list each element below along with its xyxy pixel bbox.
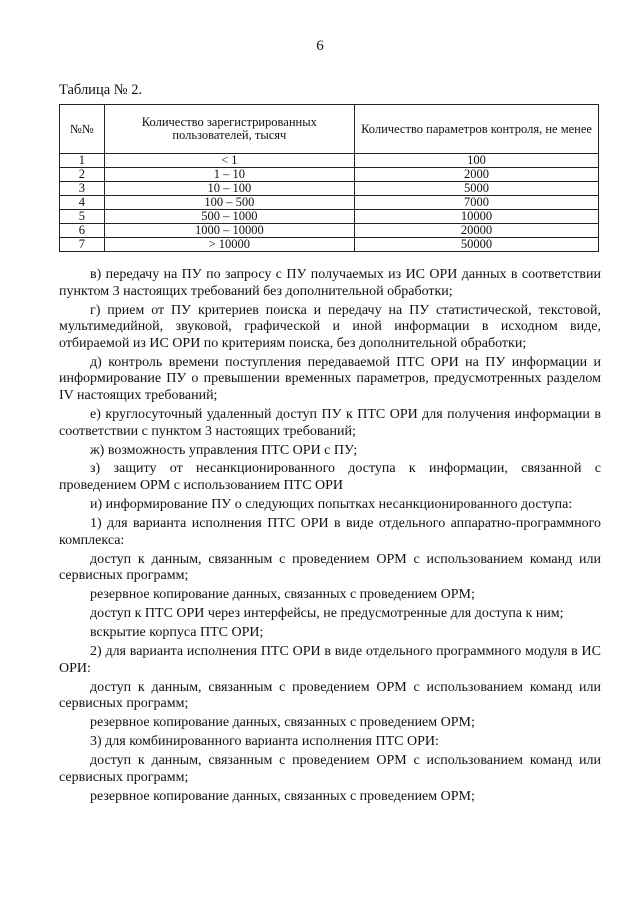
list-item: резервное копирование данных, связанных с проведением ОРМ; xyxy=(90,788,475,804)
paragraph-g: г) прием от ПУ критериев поиска и передачу на ПУ статистической, текстовой, мультимедийной, звуковой, графической и иной информации в исходном виде, отбираемой из ИС ОРИ по критериям поиска, без дополнительной обработки; xyxy=(59,302,601,351)
row-number: 1 xyxy=(60,154,105,168)
row-number: 3 xyxy=(60,182,105,196)
parameters-count: 100 xyxy=(355,154,599,168)
users-count: 1000 – 10000 xyxy=(104,224,354,238)
page-number: 6 xyxy=(316,38,324,54)
list-item: доступ к ПТС ОРИ через интерфейсы, не предусмотренные для доступа к ним; xyxy=(90,606,564,622)
table-row xyxy=(60,224,599,238)
parameters-count: 10000 xyxy=(355,210,599,224)
parameters-count: 5000 xyxy=(355,182,599,196)
parameters-count: 50000 xyxy=(355,238,599,252)
paragraph-d: д) контроль времени поступления передаваемой ПТС ОРИ на ПУ информации и информирование ПУ о превышении временных параметров, предусмотренных разделом IV настоящих требований; xyxy=(59,354,601,403)
table-header-row xyxy=(60,105,599,154)
header-users: Количество зарегистрированных пользователей, тысяч xyxy=(104,105,354,154)
users-count: 10 – 100 xyxy=(104,182,354,196)
users-count: 100 – 500 xyxy=(104,196,354,210)
paragraph-zh: ж) возможность управления ПТС ОРИ с ПУ; xyxy=(90,442,358,458)
paragraph-z: з) защиту от несанкционированного доступа к информации, связанной с проведением ОРМ с использованием ПТС ОРИ xyxy=(59,461,601,494)
list-item: резервное копирование данных, связанных с проведением ОРМ; xyxy=(90,587,475,603)
table-row xyxy=(60,210,599,224)
paragraph-i: и) информирование ПУ о следующих попытках несанкционированного доступа: xyxy=(90,497,573,513)
subitem-2: 2) для варианта исполнения ПТС ОРИ в виде отдельного программного модуля в ИС ОРИ: xyxy=(59,644,601,676)
header-number: №№ xyxy=(60,105,105,154)
users-count: > 10000 xyxy=(104,238,354,252)
header-parameters: Количество параметров контроля, не менее xyxy=(355,105,599,154)
table-row xyxy=(60,238,599,252)
table-row xyxy=(60,182,599,196)
row-number: 7 xyxy=(60,238,105,252)
paragraph-e: е) круглосуточный удаленный доступ ПУ к ПТС ОРИ для получения информации в соответствии с пунктом 3 настоящих требований; xyxy=(59,406,601,439)
subitem-1: 1) для варианта исполнения ПТС ОРИ в виде отдельного аппаратно-программного комплекса: xyxy=(59,516,601,548)
users-count: 500 – 1000 xyxy=(104,210,354,224)
paragraph-v: в) передачу на ПУ по запросу с ПУ получаемых из ИС ОРИ данных в соответствии пунктом 3 настоящих требований без дополнительной обработки; xyxy=(59,267,601,299)
list-item: резервное копирование данных, связанных с проведением ОРМ; xyxy=(90,715,475,731)
table-row xyxy=(60,154,599,168)
table-caption: Таблица № 2. xyxy=(59,82,143,98)
users-count: < 1 xyxy=(104,154,354,168)
table-row xyxy=(60,196,599,210)
list-item: вскрытие корпуса ПТС ОРИ; xyxy=(90,625,264,641)
users-count: 1 – 10 xyxy=(104,168,354,182)
list-item: доступ к данным, связанным с проведением ОРМ с использованием команд или сервисных программ; xyxy=(59,753,601,785)
parameters-count: 7000 xyxy=(355,196,599,210)
row-number: 5 xyxy=(60,210,105,224)
document-body xyxy=(59,267,601,808)
list-item: доступ к данным, связанным с проведением ОРМ с использованием команд или сервисных программ; xyxy=(59,551,601,584)
row-number: 6 xyxy=(60,224,105,238)
parameters-count: 20000 xyxy=(355,224,599,238)
parameters-count: 2000 xyxy=(355,168,599,182)
table-row xyxy=(60,168,599,182)
row-number: 2 xyxy=(60,168,105,182)
users-parameters-table xyxy=(59,104,599,252)
list-item: доступ к данным, связанным с проведением ОРМ с использованием команд или сервисных программ; xyxy=(59,679,601,712)
row-number: 4 xyxy=(60,196,105,210)
subitem-3: 3) для комбинированного варианта исполнения ПТС ОРИ: xyxy=(90,734,439,750)
